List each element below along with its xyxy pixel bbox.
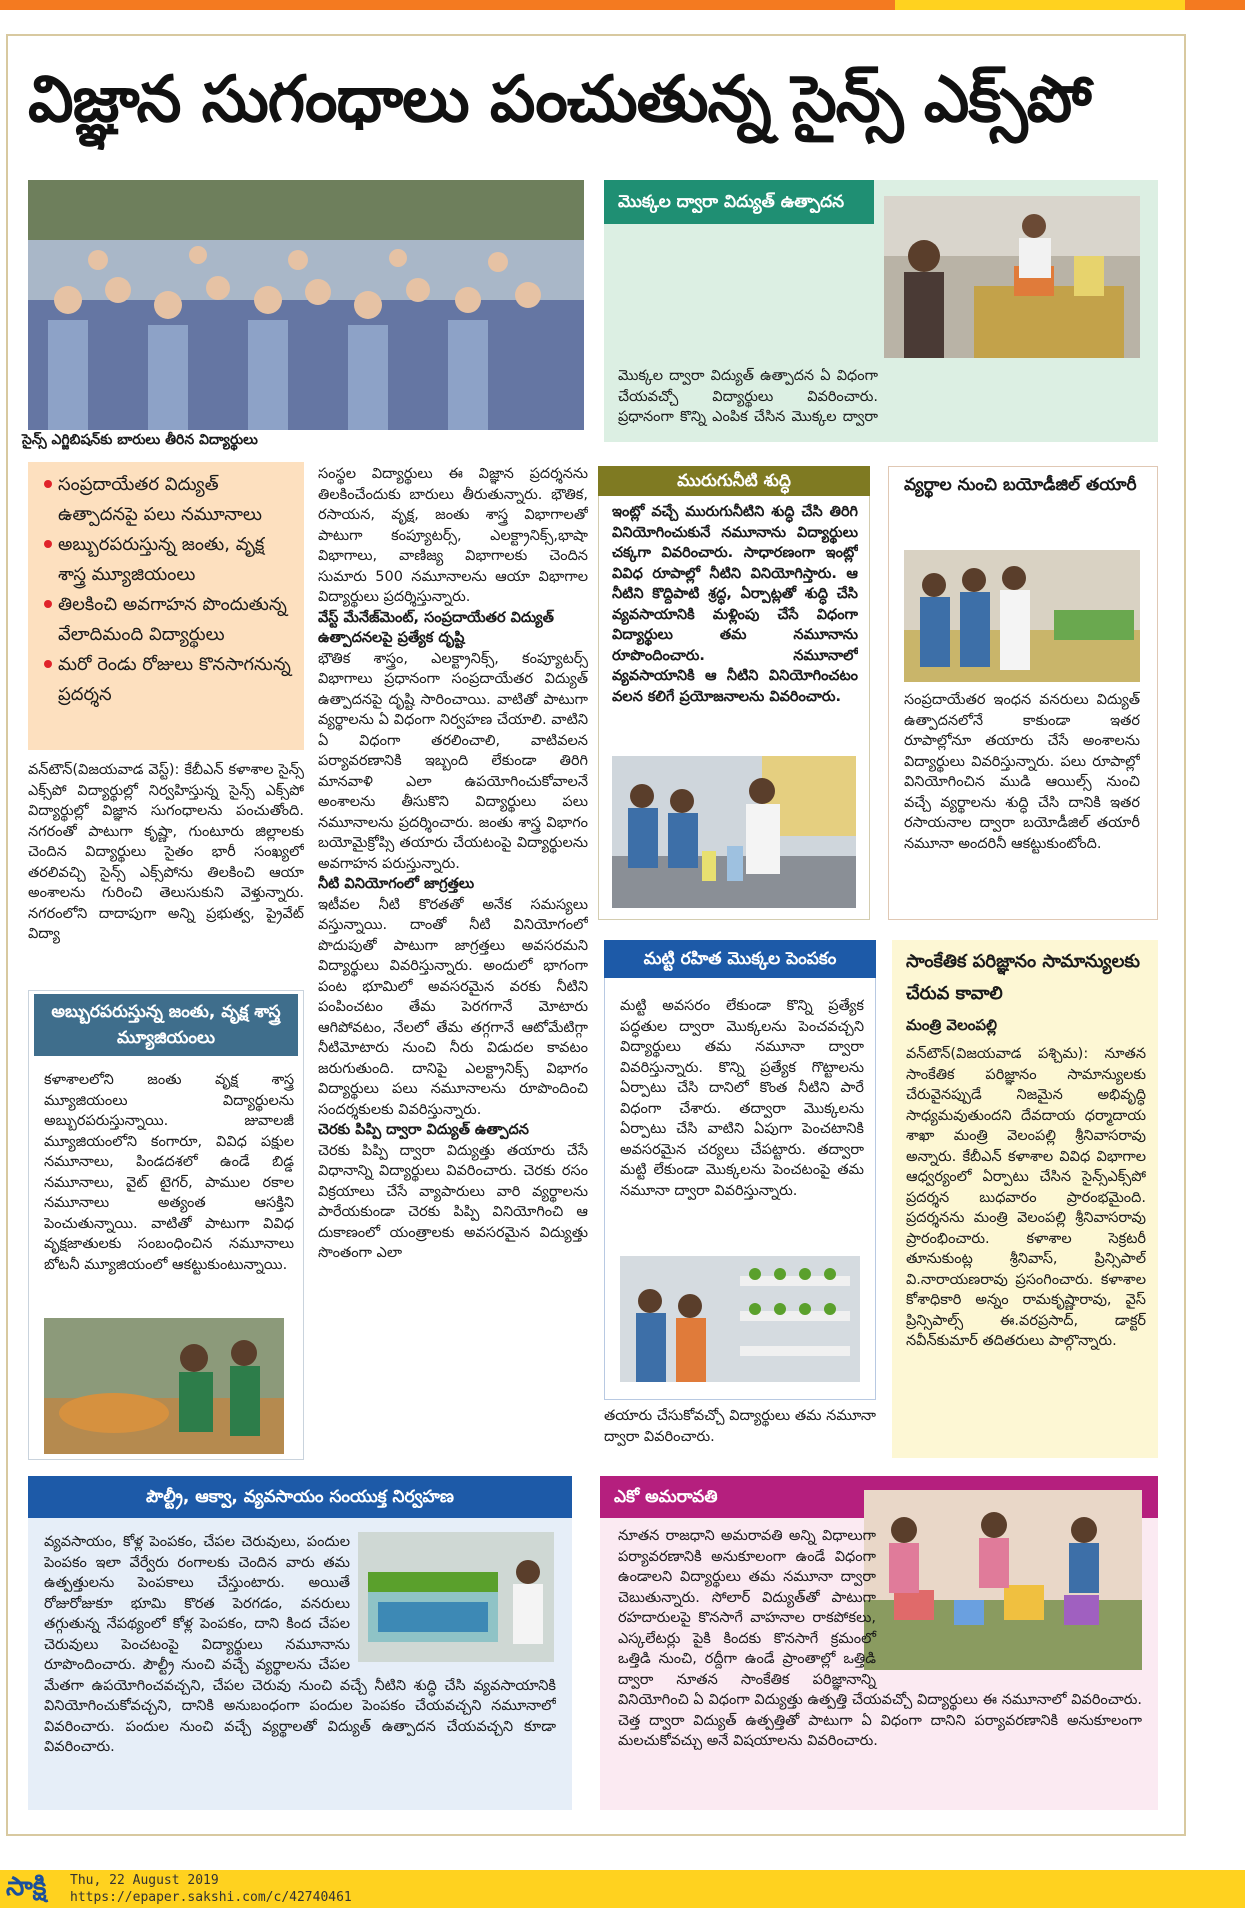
- column-2-text-3: ఇటీవల నీటి కొరతతో అనేక సమస్యలు వస్తున్నాయి. దాంతో నీటి వినియోగంలో పొదుపుతో పాటుగా జాగ్రత్తలు అవసరమని విద్యార్థులు వివరిస్తున్నారు. అందులో భాగంగా పంట భూమిలో అవసరమైన వరకు నీటిని పంపించటం తేమ పెరగగానే మోటారు ఆగిపోవటం, నేలలో తేమ తగ్గగానే ఆటోమేటిగ్గా నీటిమోటారు నుంచి నీరు విడుదల కావటం జరుగుతుంది. దానిపై ఎలక్ట్రానిక్స్ విభాగం విద్యార్థులు పలు నమూనాలను రూపొందించి సందర్శకులకు వివరిస్తున్నారు.: [318, 896, 588, 1118]
- highlights-list: [44, 470, 294, 710]
- footer-bar: [0, 1870, 1245, 1908]
- minister-title: సాంకేతిక పరిజ్ఞానం సామాన్యులకు చేరువ కావాలి: [906, 951, 1140, 1004]
- plants-power-title: మొక్కల ద్వారా విద్యుత్ ఉత్పాదన: [604, 180, 874, 224]
- column-2: [318, 464, 588, 1464]
- soilless-text: మట్టి అవసరం లేకుండా కొన్ని ప్రత్యేక పద్ధతుల ద్వారా మొక్కలను పెంచవచ్చని విద్యార్థులు తమ నమూనా ద్వారా వివరిస్తున్నారు. కొన్ని ప్రత్యేక గొట్టాలను ఏర్పాటు చేసి దానిలో కొంత నీటిని పారే విధంగా చేశారు. తద్వారా మొక్కలను ఏర్పాటు చేసి వాటిని ఏపుగా పెంచటానికి అవసరమైన చర్యలు చేపట్టారు. తద్వారా మట్టి లేకుండా మొక్కలను పెంచటంపై తమ నమూనా ద్వారా వివరిస్తున్నారు.: [620, 998, 864, 1199]
- main-photo: [28, 180, 584, 430]
- minister-subtitle: మంత్రి వెలంపల్లి: [906, 1016, 997, 1034]
- highlight-item: అబ్బురపరుస్తున్న జంతు, వృక్ష శాస్త్ర మ్యూజియంలు: [44, 530, 294, 590]
- highlight-item: తిలకించి అవగాహన పొందుతున్న వేలాదిమంది విద్యార్థులు: [44, 590, 294, 650]
- highlight-item: సంప్రదాయేతర విద్యుత్ ఉత్పాదనపై పలు నమూనాలు: [44, 470, 294, 530]
- plants-power-text: మొక్కల ద్వారా విద్యుత్ ఉత్పాదన ఏ విధంగా చేయవచ్చో విద్యార్థులు వివరించారు. ప్రధానంగా కొన్ని ఎంపిక చేసిన మొక్కల ద్వారా: [618, 368, 878, 425]
- footer-meta: [70, 1872, 352, 1906]
- footer-date: Thu, 22 August 2019: [70, 1873, 219, 1888]
- water-purify-photo: [612, 756, 856, 908]
- main-photo-caption: సైన్స్ ఎగ్జిబిషన్‌కు బారులు తీరిన విద్యార్థులు: [22, 432, 258, 448]
- plants-power-photo: [884, 196, 1140, 358]
- eco-text: నూతన రాజధాని అమరావతి అన్ని విధాలుగా పర్యావరణానికి అనుకూలంగా ఉండే విధంగా ఉండాలని విద్యార్థులు తమ నమూనా ద్వారా చెబుతున్నారు. సోలార్ విద్యుత్‌తో పాటుగా రహదారులపై కొనసాగే వాహనాల రాకపోకలు, ఎస్కలేటర్లు పైకి కిందకు కొనసాగే క్రమంలో ఒత్తిడి నుంచి, రద్దీగా ఉండే ప్రాంతాల్లో ఒత్తిడి ద్వారా నూతన సాంకేతిక పరిజ్ఞానాన్ని వినియోగించి ఏ విధంగా విద్యుత్తు ఉత్పత్తి చేయవచ్చో విద్యార్థులు ఈ నమూనాలో వివరించారు. చెత్త ద్వారా విద్యుత్ ఉత్పత్తితో పాటుగా ఏ విధంగా దానిని పర్యావరణానికి అనుకూలంగా మలచుకోవచ్చు అనే విషయాలను వివరించారు.: [618, 1528, 1142, 1749]
- biodiesel-photo: [904, 550, 1140, 682]
- intro-text: వన్‌టౌన్(విజయవాడ వెస్ట్): కేబీఎన్ కళాశాల సైన్స్ ఎక్స్‌పో విద్యార్థుల్లో నిర్వహిస్తున్న సైన్స్ ఎక్స్‌పో విద్యార్థుల్లో విజ్ఞాన సుగంధాలను పంచుతోంది. నగరంతో పాటుగా కృష్ణా, గుంటూరు జిల్లాలకు చెందిన విద్యార్థులు సైతం భారీ సంఖ్యలో తరలివచ్చి సైన్స్ ఎక్స్‌పోను తిలకించి ఆయా అంశాలను గురించి తెలుసుకుని వెళ్తున్నారు. నగరంలోని దాదాపుగా అన్ని ప్రభుత్వ, ప్రైవేట్ విద్యా: [28, 762, 304, 942]
- museum-photo: [44, 1318, 284, 1454]
- minister-text: వన్‌టౌన్(విజయవాడ పశ్చిమ): నూతన సాంకేతిక పరిజ్ఞానం సామాన్యులకు చేరువైనప్పుడే నిజమైన అభివృద్ధి సాధ్యమవుతుందని దేవదాయ ధర్మాదాయ శాఖా మంత్రి వెలంపల్లి శ్రీనివాసరావు అన్నారు. కేబీఎన్ కళాశాల వివిధ విభాగాల ఆధ్వర్యంలో ఏర్పాటు చేసిన సైన్స్‌ఎక్స్‌పో ప్రదర్శన బుధవారం ప్రారంభమైంది. ప్రదర్శనను మంత్రి వెలంపల్లి శ్రీనివాసరావు ప్రారంభించారు. కళాశాల సెక్రటరీ తూనుకుంట్ల శ్రీనివాస్, ప్రిన్సిపాల్ వి.నారాయణరావు ప్రసంగించారు. కళాశాల కోశాధికారి అన్నం రామకృష్ణారావు, వైస్ ప్రిన్సిపాల్స్ ఈ.వరప్రసాద్, డాక్టర్ నవీన్‌కుమార్ తదితరులు పాల్గొన్నారు.: [906, 1046, 1146, 1349]
- soilless-title: మట్టి రహిత మొక్కల పెంపకం: [604, 940, 876, 978]
- column-2-subhead-2: నీటి వినియోగంలో జాగ్రత్తలు: [318, 876, 475, 892]
- column-2-text-2: భౌతిక శాస్త్రం, ఎలక్ట్రానిక్స్, కంప్యూటర్స్ విభాగాలు ప్రధానంగా సంప్రదాయేతర విద్యుత్ ఉత్పాదనపై దృష్టి సారించాయి. వాటితో పాటుగా వ్యర్థాలను ఏ విధంగా నిర్వహణ చేయాలి. వాటిని ఏ విధంగా తరలించాలి, వాటివలన పర్యావరణానికి ఇబ్బంది లేకుండా తిరిగి మానవాళి ఎలా ఉపయోగించుకోవాలనే అంశాలను తీసుకొని విద్యార్థులు పలు నమూనాలను ప్రదర్శించారు. జంతు శాస్త్ర విభాగం బయోమైక్రోప్సి తయారు చేయటంపై విద్యార్థులను అవగాహన పరుస్తున్నారు.: [318, 650, 588, 872]
- museum-title: అబ్బురపరుస్తున్న జంతు, వృక్ష శాస్త్ర మ్యూజియంలు: [34, 994, 298, 1056]
- water-purify-text: ఇంట్లో వచ్చే మురుగునీటిని శుద్ధి చేసి తిరిగి వినియోగించుకునే నమూనాను విద్యార్థులు చక్కగా వివరించారు. సాధారణంగా ఇంట్లో వివిధ రూపాల్లో నీటిని వినియోగిస్తారు. ఆ నీటిని కొద్దిపాటి శ్రద్ధ, ఏర్పాట్లతో శుద్ధి చేసి వ్యవసాయానికి మళ్లింపు చేసే విధంగా విద్యార్థులు తమ నమూనాను రూపొందించారు. నమూనాలో వ్యవసాయానికి ఆ నీటిని వినియోగించటం వలన కలిగే ప్రయోజనాలను వివరించారు.: [612, 504, 858, 705]
- poultry-text: వ్యవసాయం, కోళ్ల పెంపకం, చేపల చెరువులు, పందుల పెంపకం ఇలా వేర్వేరు రంగాలకు చెందిన వారు తమ ఉత్పత్తులను పెంపకాలు చేస్తుంటారు. అయితే రోజురోజుకూ భూమి కొరత పెరగడం, వనరులు తగ్గుతున్న నేపథ్యంలో కోళ్ల పెంపకం, దాని కింద చేపల చెరువులు పెంచటంపై విద్యార్థులు నమూనాను రూపొందించారు. పౌల్ట్రీ నుంచి వచ్చే వ్యర్థాలను చేపల మేతగా ఉపయోగించవచ్చని, చేపల చెరువు నుంచి వచ్చే నీటిని శుద్ధి చేసి వ్యవసాయానికి వినియోగించుకోవచ్చని, దానికి అనుబంధంగా పందుల పెంపకం చేయవచ్చని నమూనాలో వివరించారు. పందుల నుంచి వచ్చే వ్యర్థాలతో విద్యుత్ ఉత్పాదన చేయవచ్చని కూడా వివరించారు.: [44, 1534, 556, 1755]
- top-color-bar: [0, 0, 1245, 10]
- column-2-subhead-3: చెరకు పిప్పి ద్వారా విద్యుత్ ఉత్పాదన: [318, 1122, 529, 1138]
- soilless-photo: [620, 1256, 860, 1382]
- column-2-text-4: చెరకు పిప్పి ద్వారా విద్యుత్తు తయారు చేసే విధానాన్ని విద్యార్థులు వివరించారు. చెరకు రసం విక్రయాలు చేసే వ్యాపారులు వారి వ్యర్థాలను పారేయకుండా చెరకు పిప్పి వినియోగించి ఆ దుకాణంలో యంత్రాలకు అవసరమైన విద్యుత్తు సొంతంగా ఎలా: [318, 1142, 588, 1261]
- water-purify-title: మురుగునీటి శుద్ధి: [598, 466, 870, 496]
- column-2-text-1: సంస్థల విద్యార్థులు ఈ విజ్ఞాన ప్రదర్శనను తిలకించేందుకు బారులు తీరుతున్నారు. భౌతిక, రసాయన, వృక్ష, జంతు శాస్త్ర విభాగాలతో పాటుగా కంప్యూటర్స్, ఎలక్ట్రానిక్స్,భాషా విభాగాలు, వాణిజ్య విభాగాలకు చెందిన సుమారు 500 నమూనాలను ఆయా విభాగాల విద్యార్థులు ప్రదర్శిస్తున్నారు.: [318, 466, 588, 605]
- soilless-tail: తయారు చేసుకోవచ్చో విద్యార్థులు తమ నమూనా ద్వారా వివరించారు.: [604, 1408, 876, 1445]
- biodiesel-title: వ్యర్థాల నుంచి బయోడీజిల్ తయారీ: [904, 475, 1137, 495]
- poultry-title: పౌల్ట్రీ, ఆక్వా, వ్యవసాయం సంయుక్త నిర్వహణ: [28, 1476, 572, 1518]
- sakshi-logo: సాక్షి: [6, 1872, 47, 1902]
- biodiesel-text: సంప్రదాయేతర ఇంధన వనరులు విద్యుత్ ఉత్పాదనలోనే కాకుండా ఇతర రూపాల్లోనూ తయారు చేసే అంశాలను విద్యార్థులు వివరిస్తున్నారు. పలు రూపాల్లో వినియోగించిన ముడి ఆయిల్స్ నుంచి వచ్చే వ్యర్థాలను శుద్ధి చేసి దానికి ఇతర రసాయనాల ద్వారా బయోడీజిల్ తయారీ నమూనా అందరినీ ఆకట్టుకుంటోంది.: [904, 692, 1140, 852]
- museum-text: కళాశాలలోని జంతు వృక్ష శాస్త్ర మ్యూజియంలు విద్యార్థులను అబ్బురపరుస్తున్నాయి. జువాలజీ మ్యూజియంలోని కంగారూ, వివిధ పక్షుల నమూనాలు, పిండదశలో ఉండే బిడ్డ నమూనాలు, వైట్ టైగర్, పాముల రకాల నమూనాలు అత్యంత ఆసక్తిని పెంచుతున్నాయి. వాటితో పాటుగా వివిధ వృక్షజాతులకు సంబంధించిన నమూనాలు బోటనీ మ్యూజియంలో ఆకట్టుకుంటున్నాయి.: [44, 1072, 294, 1273]
- eco-title: ఎకో అమరావతి: [600, 1476, 1158, 1518]
- column-2-subhead-1: వేస్ట్ మేనేజ్‌మెంట్, సంప్రదాయేతర విద్యుత్ ఉత్పాదనలపై ప్రత్యేక దృష్టి: [318, 609, 554, 646]
- footer-url[interactable]: https://epaper.sakshi.com/c/42740461: [70, 1890, 352, 1905]
- headline: విజ్ఞాన సుగంధాలు పంచుతున్న సైన్స్ ఎక్స్‌పో: [28, 63, 1091, 137]
- highlight-item: మరో రెండు రోజులు కొనసాగనున్న ప్రదర్శన: [44, 650, 294, 710]
